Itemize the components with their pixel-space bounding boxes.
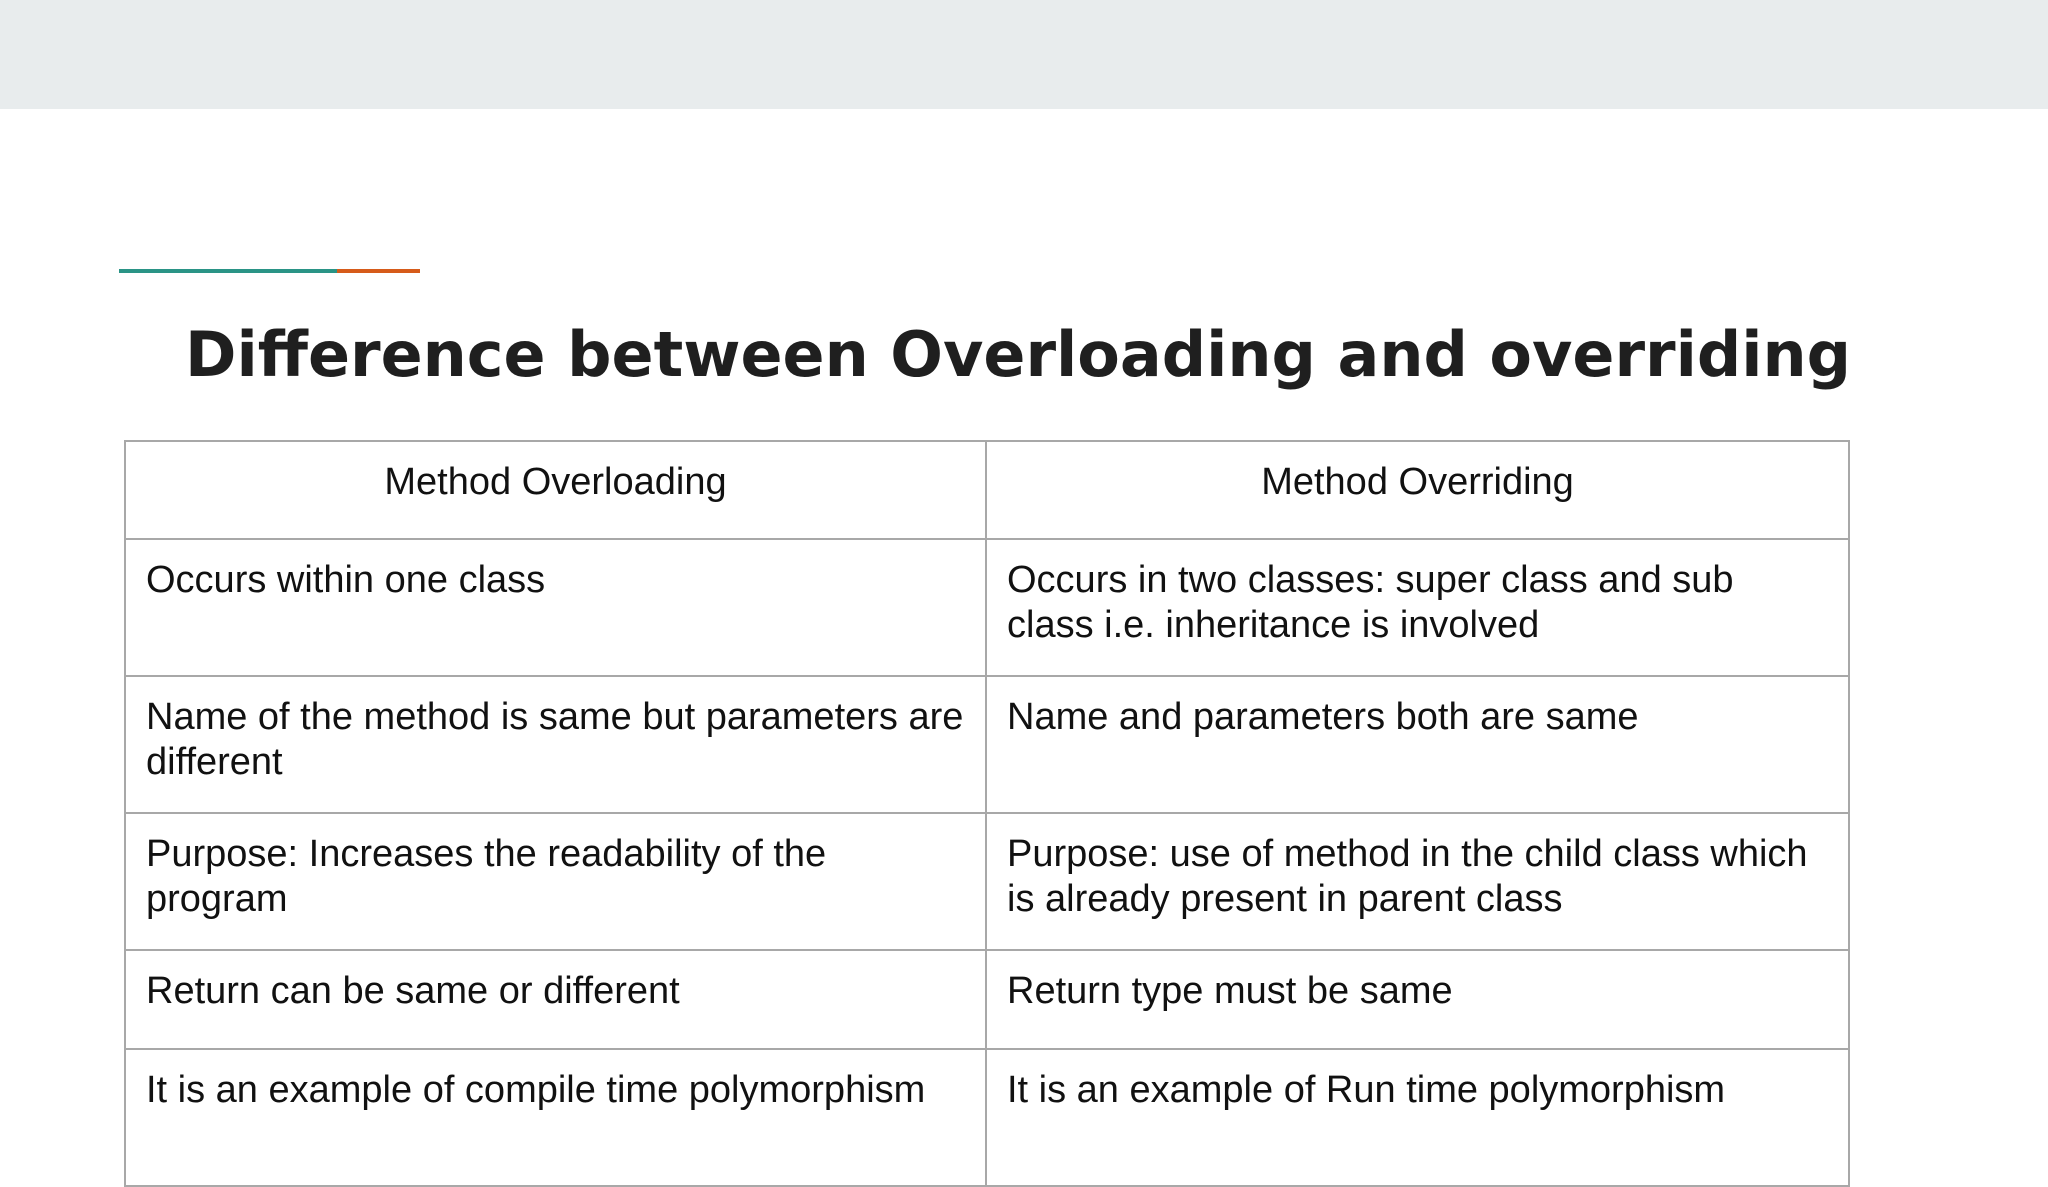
top-band: [0, 0, 2048, 109]
slide-title: Difference between Overloading and overriding: [185, 318, 1852, 391]
comparison-table: [124, 440, 1850, 1187]
accent-line-teal: [119, 269, 337, 273]
table-row: [125, 813, 1849, 950]
table-cell-overriding: Return type must be same: [986, 950, 1849, 1049]
accent-line: [119, 269, 420, 273]
table-row: [125, 1049, 1849, 1186]
table-cell-overriding: It is an example of Run time polymorphism: [986, 1049, 1849, 1186]
table-row: [125, 676, 1849, 813]
accent-line-orange: [337, 269, 420, 273]
table-cell-overriding: Occurs in two classes: super class and sub class i.e. inheritance is involved: [986, 539, 1849, 676]
table-row: [125, 539, 1849, 676]
header-method-overriding: Method Overriding: [986, 441, 1849, 539]
header-method-overloading: Method Overloading: [125, 441, 986, 539]
table-cell-overloading: It is an example of compile time polymorphism: [125, 1049, 986, 1186]
table-cell-overriding: Purpose: use of method in the child class which is already present in parent class: [986, 813, 1849, 950]
table-cell-overloading: Return can be same or different: [125, 950, 986, 1049]
table-cell-overloading: Purpose: Increases the readability of the program: [125, 813, 986, 950]
table-row: [125, 950, 1849, 1049]
table-cell-overloading: Occurs within one class: [125, 539, 986, 676]
table-header-row: [125, 441, 1849, 539]
table-cell-overriding: Name and parameters both are same: [986, 676, 1849, 813]
table-cell-overloading: Name of the method is same but parameters are different: [125, 676, 986, 813]
